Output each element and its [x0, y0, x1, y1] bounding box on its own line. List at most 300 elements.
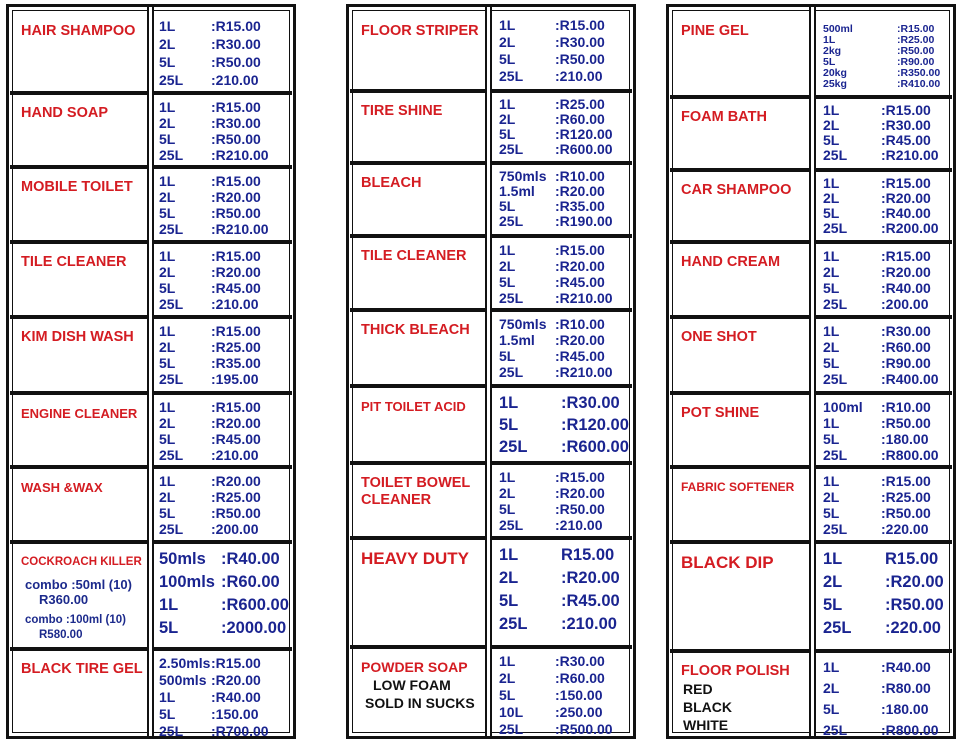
- price-value: :200.00: [211, 521, 259, 537]
- price-value: :R20.00: [555, 332, 605, 348]
- price-value: :R15.00: [897, 23, 935, 35]
- size-label: 25L: [499, 364, 524, 380]
- price-row: [159, 548, 289, 571]
- size-label: 5L: [823, 56, 836, 68]
- size-label: 1L: [823, 323, 840, 339]
- price-value: :R30.00: [561, 394, 620, 412]
- size-label: 2L: [499, 485, 516, 501]
- price-value: :210.00: [211, 72, 259, 88]
- size-label: 1.5ml: [499, 183, 535, 199]
- size-label: 5L: [159, 619, 179, 637]
- size-label: 25L: [823, 722, 848, 738]
- price-row: [823, 431, 939, 447]
- price-value: :R40.00: [881, 205, 931, 221]
- price-value: :R350.00: [897, 67, 941, 79]
- size-label: 2L: [159, 415, 176, 431]
- product-name: THICK BLEACH: [361, 322, 470, 338]
- size-label: 5L: [499, 592, 519, 610]
- price-row: [823, 678, 939, 699]
- price-list: [159, 655, 269, 740]
- price-list: [823, 548, 944, 640]
- price-value: :R45.00: [881, 132, 931, 148]
- price-value: :200.00: [881, 296, 929, 312]
- price-row: [499, 704, 613, 721]
- price-row: [159, 399, 261, 415]
- price-list: [499, 17, 605, 85]
- price-list: [159, 17, 261, 89]
- size-label: 2L: [499, 670, 516, 686]
- price-list: [499, 316, 613, 380]
- price-value: :R20.00: [211, 264, 261, 280]
- price-value: :R30.00: [211, 36, 261, 52]
- price-list: [499, 653, 613, 738]
- price-list: [499, 97, 613, 157]
- price-row: [159, 115, 269, 131]
- price-value: :2000.00: [221, 619, 287, 637]
- product-name: COCKROACH KILLER: [21, 556, 142, 568]
- price-value: :R50.00: [897, 45, 935, 57]
- price-value: :R25.00: [555, 96, 605, 112]
- price-row: [159, 521, 261, 537]
- size-label: 500mls: [159, 672, 207, 688]
- price-row: [159, 17, 261, 35]
- price-list: [499, 544, 620, 636]
- price-value: :R25.00: [881, 489, 931, 505]
- price-row: [823, 103, 939, 118]
- price-row: [159, 205, 269, 221]
- price-row: [823, 118, 939, 133]
- product-name: BLACK DIP: [681, 553, 774, 572]
- size-label: 1L: [499, 17, 516, 33]
- price-value: :R210.00: [555, 364, 613, 380]
- size-label: 750mls: [499, 316, 547, 332]
- size-label: 1L: [159, 473, 176, 489]
- price-value: :R200.00: [881, 220, 939, 236]
- price-row: [159, 35, 261, 53]
- price-row: [159, 323, 261, 339]
- price-row: [823, 371, 939, 387]
- size-label: 1L: [159, 323, 176, 339]
- size-label: 2L: [159, 489, 176, 505]
- price-value: :R15.00: [555, 242, 605, 258]
- price-value: :R50.00: [555, 51, 605, 67]
- size-label: 1L: [499, 96, 516, 112]
- price-row: [159, 53, 261, 71]
- price-row: [159, 655, 269, 672]
- price-row: [823, 657, 939, 678]
- size-label: 2L: [499, 569, 519, 587]
- price-value: :R40.00: [221, 550, 280, 568]
- price-row: [499, 653, 613, 670]
- size-label: 5L: [499, 348, 516, 364]
- price-list: [159, 248, 261, 312]
- size-label: 1L: [159, 173, 176, 189]
- size-label: 5L: [499, 416, 519, 434]
- product-name: PINE GEL: [681, 23, 749, 39]
- product-note: combo :50ml (10): [25, 577, 132, 592]
- price-value: :R600.00: [555, 141, 613, 157]
- price-value: :R800.00: [881, 722, 939, 738]
- price-row: [823, 264, 931, 280]
- size-label: 25L: [499, 438, 528, 456]
- price-value: :R15.00: [881, 102, 931, 118]
- price-value: :R30.00: [555, 34, 605, 50]
- price-row: [823, 191, 939, 206]
- price-value: :R120.00: [555, 126, 613, 142]
- size-label: 20kg: [823, 67, 847, 79]
- product-note: RED: [683, 681, 713, 697]
- size-label: 1L: [823, 248, 840, 264]
- price-row: [499, 51, 605, 68]
- product-name: HEAVY DUTY: [361, 549, 470, 568]
- price-value: :R15.00: [555, 17, 605, 33]
- product-name: FOAM BATH: [681, 109, 767, 125]
- column-divider: [809, 7, 816, 736]
- size-label: 2L: [823, 339, 840, 355]
- price-list: [823, 323, 939, 387]
- price-column-2: [346, 4, 636, 739]
- price-list: [499, 392, 629, 458]
- price-row: [159, 173, 269, 189]
- size-label: 2L: [823, 489, 840, 505]
- price-row: [159, 415, 261, 431]
- price-row: [499, 112, 613, 127]
- price-value: :R210.00: [211, 147, 269, 163]
- size-label: 2kg: [823, 45, 842, 57]
- size-label: 25L: [823, 296, 848, 312]
- size-label: 25L: [499, 68, 524, 84]
- price-row: [823, 323, 939, 339]
- price-value: :210.00: [555, 517, 603, 533]
- price-value: :R800.00: [881, 447, 939, 463]
- price-value: :R50.00: [211, 205, 261, 221]
- price-row: [499, 721, 613, 738]
- price-row: [499, 687, 613, 704]
- size-label: 1L: [823, 102, 840, 118]
- price-row: [499, 332, 613, 348]
- size-label: 5L: [159, 280, 176, 296]
- price-row: [823, 720, 939, 741]
- price-value: :R20.00: [555, 258, 605, 274]
- product-name: WASH &WAX: [21, 480, 103, 495]
- price-value: :R40.00: [881, 659, 931, 675]
- size-label: 2L: [499, 34, 516, 50]
- price-row: [823, 206, 939, 221]
- price-row: [499, 392, 629, 414]
- size-label: 2.50mls: [159, 655, 211, 671]
- price-row: [823, 339, 939, 355]
- price-value: :R500.00: [555, 721, 613, 737]
- size-label: 5L: [823, 132, 840, 148]
- price-list: [823, 473, 931, 537]
- size-label: 25L: [499, 141, 524, 157]
- price-row: [499, 290, 613, 306]
- size-label: 5L: [823, 701, 840, 717]
- price-value: :R45.00: [555, 348, 605, 364]
- size-label: 5L: [159, 505, 176, 521]
- price-row: [159, 355, 261, 371]
- size-label: 1L: [499, 653, 516, 669]
- price-row: [159, 431, 261, 447]
- size-label: 2L: [823, 573, 843, 591]
- size-label: 5L: [159, 431, 176, 447]
- price-row: [823, 505, 931, 521]
- price-row: [159, 189, 269, 205]
- price-row: [159, 339, 261, 355]
- product-name: POWDER SOAP: [361, 659, 468, 675]
- price-row: [823, 221, 939, 236]
- size-label: 2L: [823, 117, 840, 133]
- size-label: 1.5ml: [499, 332, 535, 348]
- size-label: 5L: [159, 706, 176, 722]
- price-column-1: [6, 4, 296, 739]
- price-value: :R45.00: [211, 280, 261, 296]
- size-label: 25L: [159, 147, 184, 163]
- size-label: 2L: [823, 190, 840, 206]
- size-label: 10L: [499, 704, 524, 720]
- product-name: CAR SHAMPOO: [681, 182, 792, 198]
- price-row: [823, 399, 939, 415]
- price-value: :R15.00: [881, 248, 931, 264]
- size-label: 500ml: [823, 23, 853, 35]
- price-value: :195.00: [211, 371, 259, 387]
- size-label: 2L: [499, 111, 516, 127]
- price-value: :R30.00: [555, 653, 605, 669]
- size-label: 1L: [159, 99, 176, 115]
- price-value: :R600.00: [561, 438, 629, 456]
- price-row: [823, 548, 944, 571]
- price-row: [499, 469, 605, 485]
- price-row: [159, 447, 261, 463]
- size-label: 5L: [823, 205, 840, 221]
- price-value: :R15.00: [211, 323, 261, 339]
- size-label: 5L: [499, 198, 516, 214]
- size-label: 25L: [499, 615, 528, 633]
- price-value: :220.00: [885, 619, 941, 637]
- size-label: 25L: [499, 290, 524, 306]
- price-row: [499, 199, 613, 214]
- price-row: [159, 296, 261, 312]
- price-value: :R40.00: [211, 689, 261, 705]
- price-value: :R90.00: [881, 355, 931, 371]
- product-name: TIRE SHINE: [361, 103, 443, 119]
- price-value: :R50.00: [555, 501, 605, 517]
- price-value: :R10.00: [881, 399, 931, 415]
- price-row: [499, 316, 613, 332]
- price-list: [823, 248, 931, 312]
- size-label: 1L: [823, 473, 840, 489]
- product-name: TILE CLEANER: [21, 254, 127, 270]
- size-label: 5L: [823, 280, 840, 296]
- price-column-3: [666, 4, 956, 739]
- size-label: 5L: [823, 596, 843, 614]
- price-value: :R20.00: [555, 485, 605, 501]
- price-value: :R15.00: [211, 18, 261, 34]
- price-value: :R210.00: [555, 290, 613, 306]
- price-list: [823, 399, 939, 463]
- price-list: [823, 24, 940, 90]
- price-value: :150.00: [555, 687, 603, 703]
- price-value: :R80.00: [881, 680, 931, 696]
- price-row: [159, 131, 269, 147]
- size-label: 2L: [159, 36, 176, 52]
- price-list: [159, 99, 269, 163]
- price-value: :R15.00: [555, 469, 605, 485]
- size-label: 100ml: [823, 399, 863, 415]
- price-value: :R10.00: [555, 168, 605, 184]
- price-list: [823, 176, 939, 236]
- size-label: 1L: [159, 18, 176, 34]
- price-row: [499, 274, 613, 290]
- price-row: [823, 148, 939, 163]
- size-label: 50mls: [159, 550, 206, 568]
- price-list: [823, 657, 939, 741]
- price-value: :R50.00: [211, 54, 261, 70]
- price-value: :R20.00: [881, 190, 931, 206]
- product-name: TILE CLEANER: [361, 248, 467, 264]
- price-row: [159, 473, 261, 489]
- price-value: :R410.00: [897, 78, 941, 90]
- size-label: 1L: [159, 399, 176, 415]
- size-label: 25L: [499, 721, 524, 737]
- price-row: [159, 99, 269, 115]
- product-name: TOILET BOWEL CLEANER: [361, 475, 471, 508]
- price-row: [823, 571, 944, 594]
- size-label: 25L: [159, 723, 184, 739]
- size-label: 1L: [159, 596, 179, 614]
- product-note: WHITE: [683, 717, 729, 733]
- price-row: [499, 567, 620, 590]
- product-name: FLOOR STRIPER: [361, 23, 479, 39]
- price-value: :R15.00: [211, 99, 261, 115]
- price-row: [159, 594, 289, 617]
- price-value: :180.00: [881, 701, 929, 717]
- size-label: 5L: [823, 505, 840, 521]
- product-name: HAND CREAM: [681, 254, 781, 270]
- price-row: [159, 489, 261, 505]
- product-name: FLOOR POLISH: [681, 663, 790, 679]
- product-name: KIM DISH WASH: [21, 329, 134, 345]
- price-row: [159, 706, 269, 723]
- price-value: R15.00: [561, 546, 615, 564]
- price-value: :R35.00: [211, 355, 261, 371]
- product-name: PIT TOILET ACID: [361, 399, 466, 414]
- product-name: BLACK TIRE GEL: [21, 661, 143, 677]
- price-value: :R400.00: [881, 371, 939, 387]
- size-label: 1L: [823, 175, 840, 191]
- size-label: 25L: [159, 447, 184, 463]
- size-label: 100mls: [159, 573, 215, 591]
- price-row: [823, 521, 931, 537]
- size-label: 2L: [159, 189, 176, 205]
- size-label: 25L: [499, 213, 524, 229]
- price-row: [499, 485, 605, 501]
- size-label: 2L: [159, 115, 176, 131]
- size-label: 750mls: [499, 168, 547, 184]
- product-name: BLEACH: [361, 175, 422, 191]
- price-list: [159, 323, 261, 387]
- price-row: [159, 505, 261, 521]
- price-row: [823, 415, 939, 431]
- size-label: 1L: [159, 248, 176, 264]
- price-value: :210.00: [211, 296, 259, 312]
- size-label: 1L: [823, 659, 840, 675]
- price-row: [159, 723, 269, 740]
- price-value: :180.00: [881, 431, 929, 447]
- product-name: FABRIC SOFTENER: [681, 480, 795, 494]
- price-value: :R45.00: [561, 592, 620, 610]
- price-value: :R30.00: [211, 115, 261, 131]
- price-list: [159, 399, 261, 463]
- price-row: [159, 71, 261, 89]
- price-value: :R600.00: [221, 596, 289, 614]
- size-label: 25L: [823, 447, 848, 463]
- price-value: :R60.00: [881, 339, 931, 355]
- price-row: [159, 147, 269, 163]
- price-value: :R210.00: [211, 221, 269, 237]
- size-label: 1L: [499, 546, 519, 564]
- price-value: :R30.00: [881, 323, 931, 339]
- price-row: [499, 127, 613, 142]
- size-label: 25L: [159, 521, 184, 537]
- size-label: 5L: [159, 54, 176, 70]
- size-label: 5L: [159, 355, 176, 371]
- price-row: [823, 248, 931, 264]
- price-list: [499, 169, 613, 229]
- price-value: :R60.00: [221, 573, 280, 591]
- price-value: :R30.00: [881, 117, 931, 133]
- price-list: [159, 548, 289, 640]
- product-name: HAIR SHAMPOO: [21, 23, 136, 39]
- size-label: 1L: [823, 34, 836, 46]
- size-label: 25L: [823, 220, 848, 236]
- size-label: 25L: [499, 517, 524, 533]
- size-label: 1L: [499, 469, 516, 485]
- price-value: :R15.00: [211, 399, 261, 415]
- price-value: :250.00: [555, 704, 603, 720]
- price-value: :R50.00: [881, 505, 931, 521]
- price-row: [159, 689, 269, 706]
- price-row: [499, 348, 613, 364]
- size-label: 5L: [499, 51, 516, 67]
- product-note: SOLD IN SUCKS: [365, 695, 475, 711]
- price-value: :R60.00: [555, 111, 605, 127]
- price-row: [499, 517, 605, 533]
- price-value: :R60.00: [555, 670, 605, 686]
- product-note: combo :100ml (10): [25, 614, 126, 626]
- size-label: 25L: [159, 72, 184, 88]
- price-value: :R50.00: [211, 131, 261, 147]
- price-value: :R120.00: [561, 416, 629, 434]
- size-label: 25L: [159, 221, 184, 237]
- price-row: [499, 501, 605, 517]
- price-value: :R90.00: [897, 56, 935, 68]
- product-name: MOBILE TOILET: [21, 179, 133, 195]
- price-value: :R20.00: [555, 183, 605, 199]
- column-divider: [485, 7, 492, 736]
- price-value: :R45.00: [555, 274, 605, 290]
- price-value: :R50.00: [885, 596, 944, 614]
- price-value: :R190.00: [555, 213, 613, 229]
- price-list: [159, 173, 269, 237]
- price-row: [499, 68, 605, 85]
- price-row: [499, 184, 613, 199]
- price-value: :150.00: [211, 706, 259, 722]
- price-list: [159, 473, 261, 537]
- price-value: R15.00: [885, 550, 939, 568]
- price-row: [499, 613, 620, 636]
- price-row: [499, 97, 613, 112]
